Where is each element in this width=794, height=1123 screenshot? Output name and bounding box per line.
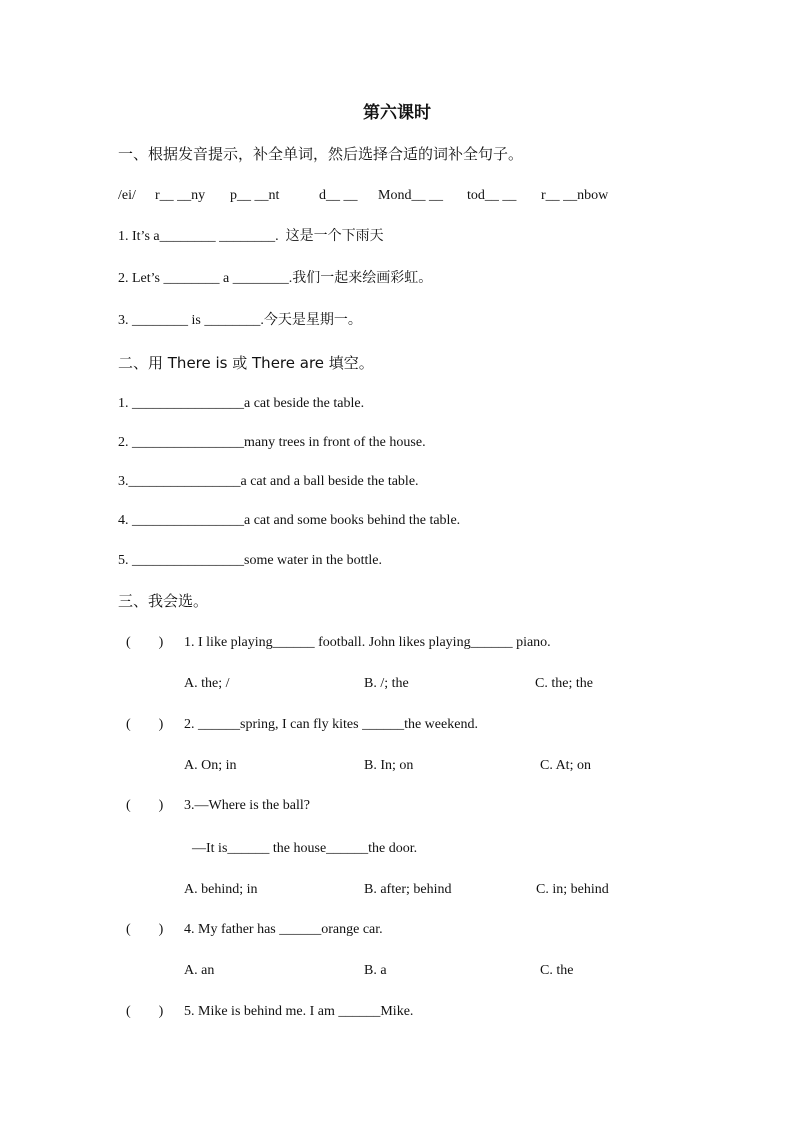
- section2-heading: 二、用 There is 或 There are 填空。: [118, 354, 374, 372]
- section1-heading: 一、根据发音提示，补全单词，然后选择合适的词补全句子。: [118, 145, 524, 163]
- question-stem: 4. My father has ______orange car.: [184, 922, 383, 937]
- option-c: C. the: [540, 963, 574, 978]
- fill-sentence: 2. Let’s ________ a ________.我们一起来绘画彩虹。: [118, 271, 433, 286]
- option-b: B. after; behind: [364, 882, 452, 897]
- fill-item: 1. ________________a cat beside the table.: [118, 396, 365, 411]
- option-c: C. At; on: [540, 758, 591, 773]
- option-b: B. In; on: [364, 758, 414, 773]
- option-a: A. an: [184, 963, 215, 978]
- answer-paren: ( ): [126, 798, 164, 813]
- option-b: B. a: [364, 963, 387, 978]
- fill-sentence: 1. It’s a________ ________. 这是一个下雨天: [118, 229, 384, 244]
- word-blank: r__ __nbow: [541, 188, 609, 203]
- fill-item: 3.________________a cat and a ball beside the table.: [118, 474, 419, 489]
- question-stem: 1. I like playing______ football. John likes playing______ piano.: [184, 635, 551, 650]
- word-blank: tod__ __: [467, 188, 517, 203]
- question-stem: 3.—Where is the ball?: [184, 798, 310, 813]
- option-c: C. in; behind: [536, 882, 609, 897]
- page-title: 第六课时: [363, 103, 431, 123]
- word-blank: p__ __nt: [230, 188, 280, 203]
- answer-paren: ( ): [126, 717, 164, 732]
- fill-item: 4. ________________a cat and some books behind the table.: [118, 513, 461, 528]
- question-stem: 2. ______spring, I can fly kites ______the weekend.: [184, 717, 478, 732]
- section3-heading: 三、我会选。: [118, 592, 209, 610]
- answer-paren: ( ): [126, 1004, 164, 1019]
- question-stem-continued: —It is______ the house______the door.: [192, 841, 418, 856]
- word-blank: Mond__ __: [378, 188, 443, 203]
- fill-sentence: 3. ________ is ________.今天是星期一。: [118, 313, 362, 328]
- answer-paren: ( ): [126, 635, 164, 650]
- phonetic-symbol: /ei/: [118, 188, 136, 203]
- word-blank: r__ __ny: [155, 188, 206, 203]
- option-c: C. the; the: [535, 676, 593, 691]
- option-b: B. /; the: [364, 676, 409, 691]
- option-a: A. On; in: [184, 758, 237, 773]
- option-a: A. the; /: [184, 676, 230, 691]
- fill-item: 5. ________________some water in the bottle.: [118, 553, 383, 568]
- option-a: A. behind; in: [184, 882, 258, 897]
- word-blank: d__ __: [319, 188, 358, 203]
- question-stem: 5. Mike is behind me. I am ______Mike.: [184, 1004, 414, 1019]
- answer-paren: ( ): [126, 922, 164, 937]
- fill-item: 2. ________________many trees in front of the house.: [118, 435, 426, 450]
